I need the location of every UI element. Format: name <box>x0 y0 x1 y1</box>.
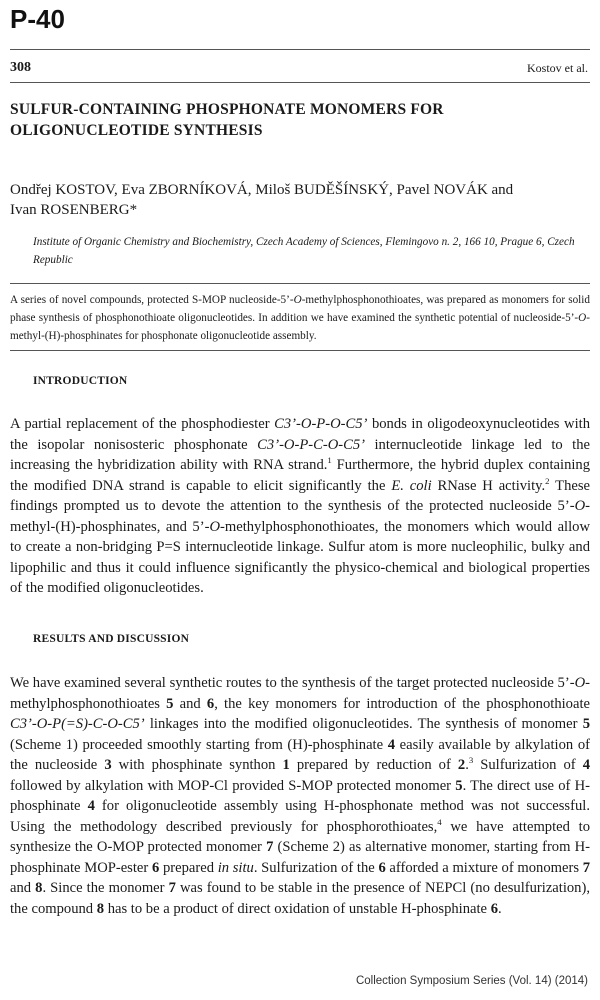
introduction-heading: INTRODUCTION <box>33 375 128 387</box>
title-line-1: SULFUR-CONTAINING PHOSPHONATE MONOMERS FOR <box>10 101 444 118</box>
authors-line-2: Ivan ROSENBERG* <box>10 202 138 218</box>
header-rule-bottom <box>10 82 590 83</box>
affiliation: Institute of Organic Chemistry and Biochemistry, Czech Academy of Sciences, Flemingovo n. 2, 166 10, Prague 6, Czech Republic <box>33 236 575 266</box>
results-heading: RESULTS AND DISCUSSION <box>33 633 190 645</box>
footer-series: Collection Symposium Series (Vol. 14) (2014) <box>355 975 588 987</box>
article-title <box>10 99 590 141</box>
authors <box>10 180 590 220</box>
abstract-code: P-40 <box>10 4 65 34</box>
introduction-paragraph: A partial replacement of the phosphodiester C3’-O-P-O-C5’ bonds in oligodeoxynucleotides with the isopolar nonisosteric phosphonate C3’-O-P-C-O-C5’ internucleotide linkage led to the increasing the hybridization ability with RNA strand.$^1$ Furthermore, the hybrid duplex containing the modified DNA strand is capable to elicit significantly the E. coli RNase H activity.$^2$ These findings prompted us to devote the attention to the synthesis of the protected nucleoside 5’-O-methyl-(H)-phosphinates, and 5’-O-methylphosphonothioates, the monomers which would allow to create a non-bridging P=S internucleotide linkage. Sulfur atom is more nucleophilic, bulky and lipophilic and thus it could influence significantly the physico-chemical and biological properties of the modified oligonucleotides. <box>10 416 591 596</box>
results-paragraph: We have examined several synthetic routes to the synthesis of the target protected nucleoside 5’-O-methylphosphonothioates 5 and 6, the key monomers for introduction of the phosphonothioate C3’-O-P(=S)-C-O-C5’ linkages into the modified oligonucleotides. The synthesis of monomer 5 (Scheme 1) proceeded smoothly starting from (H)-phosphinate 4 easily available by alkylation of the nucleoside 3 with phosphinate synthon 1 prepared by reduction of 2.$^3$ Sulfurization of 4 followed by alkylation with MOP-Cl provided S-MOP protected monomer 5. The direct use of H-phosphinate 4 for oligonucleotide assembly using H-phosphonate method was not successful. Using the methodology described previously for phosphorothioates,$^4$ we have attempted to synthesize the O-MOP protected monomer 7 (Scheme 2) as alternative monomer, starting from H-phosphinate MOP-ester 6 prepared in situ. Sulfurization of the 6 afforded a mixture of monomers 7 and 8. Since the monomer 7 was found to be stable in the presence of NEPCl (no desulfurization), the compound 8 has to be a product of direct oxidation of unstable H-phosphinate 6. <box>10 675 590 917</box>
running-head: Kostov et al. <box>527 61 588 75</box>
header-rule <box>10 49 590 50</box>
title-line-2: OLIGONUCLEOTIDE SYNTHESIS <box>10 122 263 139</box>
abstract-rule-bottom <box>10 350 590 351</box>
authors-line-1: Ondřej KOSTOV, Eva ZBORNÍKOVÁ, Miloš BUDĚŠÍNSKÝ, Pavel NOVÁK and <box>10 182 514 198</box>
page-number: 308 <box>10 60 31 75</box>
abstract-rule-top <box>10 283 590 284</box>
abstract: A series of novel compounds, protected S-MOP nucleoside-5’-O-methylphosphonothioates, was prepared as monomers for solid phase synthesis of phosphonothioate oligonucleotides. In addition we have examined the synthetic potential of nucleoside-5’-O-methyl-(H)-phosphinates for phosphonate oligonucleotide assembly. <box>10 294 590 342</box>
